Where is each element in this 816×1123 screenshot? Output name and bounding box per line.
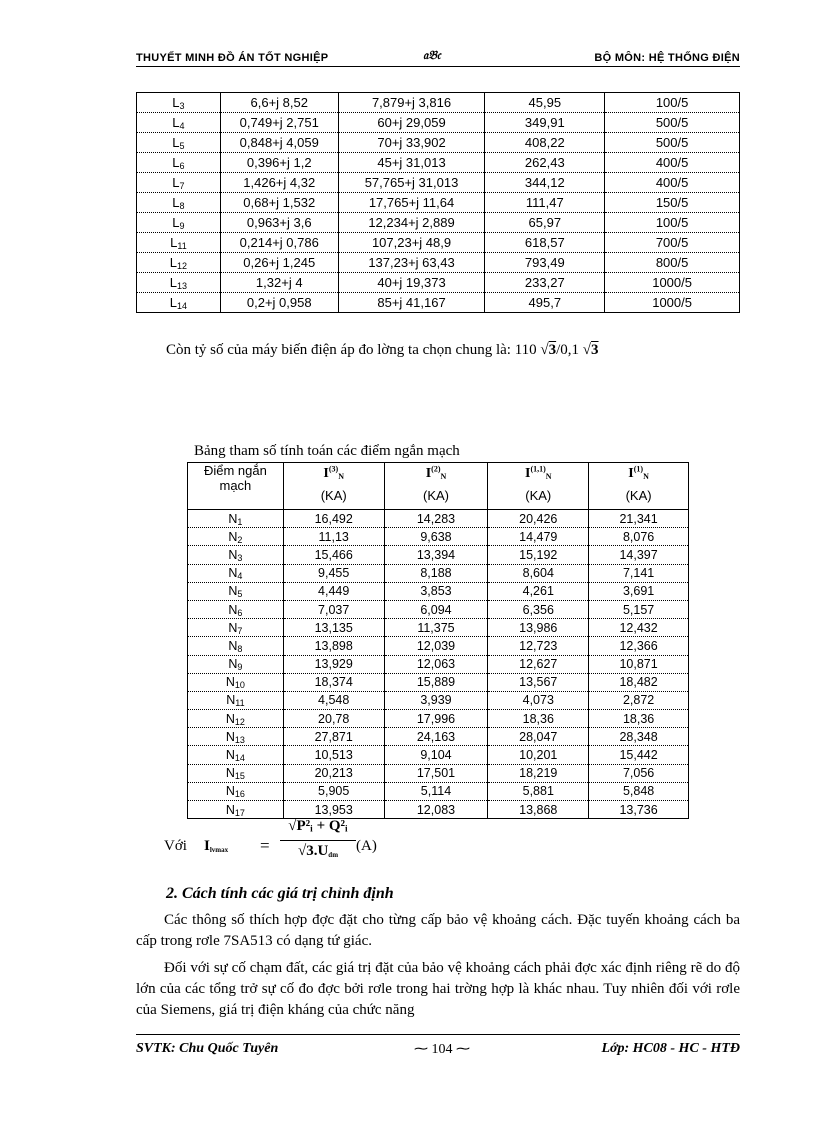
current-value-cell: 3,853 xyxy=(384,582,488,600)
current-value-cell: 5,881 xyxy=(488,782,589,800)
line-label xyxy=(137,113,221,133)
table-header-row xyxy=(188,463,689,510)
line-label xyxy=(137,213,221,233)
fault-point-letter: N xyxy=(228,657,238,672)
fault-point-label xyxy=(188,710,284,728)
formula-den-text: √3.U xyxy=(297,843,329,859)
line-z-cell: 0,26+j 1,245 xyxy=(220,253,338,273)
line-ratio-cell: 700/5 xyxy=(605,233,740,253)
line-s-cell: 45+j 31,013 xyxy=(338,153,485,173)
table-row xyxy=(137,253,740,273)
fault-point-label xyxy=(188,582,284,600)
current-sub: N xyxy=(643,472,649,481)
fault-point-letter: N xyxy=(225,711,235,726)
fault-point-label xyxy=(188,637,284,655)
line-label-letter: L xyxy=(172,115,180,130)
current-value-cell: 7,037 xyxy=(283,600,384,618)
line-ratio-cell: 500/5 xyxy=(605,133,740,153)
fault-point-label xyxy=(188,782,284,800)
fault-point-label xyxy=(188,510,284,528)
line-ratio-cell: 1000/5 xyxy=(605,293,740,313)
fault-point-sub: 1 xyxy=(237,516,243,527)
fault-point-label xyxy=(188,600,284,618)
current-value-cell: 8,076 xyxy=(589,528,689,546)
vt-ratio-prefix: Còn tỷ số của máy biến điện áp đo lờng ta chọn chung là: 110 xyxy=(166,342,537,358)
table-row xyxy=(137,93,740,113)
current-value-cell: 5,905 xyxy=(283,782,384,800)
current-value-cell: 6,356 xyxy=(488,600,589,618)
paragraph xyxy=(136,958,740,1021)
line-label-letter: L xyxy=(172,195,180,210)
current-value-cell: 12,432 xyxy=(589,619,689,637)
current-value-cell: 8,188 xyxy=(384,564,488,582)
current-value-cell: 13,898 xyxy=(283,637,384,655)
current-value-cell: 7,056 xyxy=(589,764,689,782)
page-number: ⁓ 104 ⁓ xyxy=(414,1042,470,1057)
current-value-cell: 13,135 xyxy=(283,619,384,637)
line-label xyxy=(137,93,221,113)
fault-point-letter: N xyxy=(225,784,235,799)
line-i-cell: 618,57 xyxy=(485,233,605,253)
current-value-cell: 15,192 xyxy=(488,546,589,564)
formula-unit: (A) xyxy=(356,838,377,854)
current-value-cell: 17,996 xyxy=(384,710,488,728)
current-value-cell: 18,374 xyxy=(283,673,384,691)
line-z-cell: 0,749+j 2,751 xyxy=(220,113,338,133)
line-label xyxy=(137,193,221,213)
current-value-cell: 12,627 xyxy=(488,655,589,673)
current-value-cell: 4,073 xyxy=(488,691,589,709)
vt-ratio-mid: /0,1 xyxy=(556,342,580,358)
current-value-cell: 9,638 xyxy=(384,528,488,546)
fault-point-letter: N xyxy=(228,566,238,581)
line-label-letter: L xyxy=(172,215,180,230)
current-letter: I xyxy=(425,466,432,481)
line-label xyxy=(137,133,221,153)
line-label xyxy=(137,273,221,293)
current-value-cell: 18,219 xyxy=(488,764,589,782)
line-label-sub: 11 xyxy=(177,241,187,251)
current-value-cell: 12,366 xyxy=(589,637,689,655)
current-value-cell: 15,442 xyxy=(589,746,689,764)
table-row xyxy=(188,619,689,637)
fault-point-label xyxy=(188,528,284,546)
fault-point-letter: N xyxy=(228,584,238,599)
fault-point-letter: N xyxy=(225,802,235,817)
current-value-cell: 3,939 xyxy=(384,691,488,709)
current-sub: N xyxy=(545,472,552,481)
header-rule xyxy=(136,66,740,67)
current-value-cell: 20,78 xyxy=(283,710,384,728)
fault-point-letter: N xyxy=(228,638,238,653)
current-value-cell: 28,348 xyxy=(589,728,689,746)
line-z-cell: 0,68+j 1,532 xyxy=(220,193,338,213)
current-value-cell: 13,953 xyxy=(283,801,384,819)
current-sub: N xyxy=(338,472,344,481)
footer-class: Lớp: HC08 - HC - HTĐ xyxy=(601,1041,740,1056)
current-value-cell: 5,848 xyxy=(589,782,689,800)
current-letter: I xyxy=(524,466,531,481)
header-current-col xyxy=(589,463,689,510)
line-s-cell: 107,23+j 48,9 xyxy=(338,233,485,253)
line-parameter-table xyxy=(136,92,740,313)
fault-point-letter: N xyxy=(228,529,238,544)
line-label-sub: 6 xyxy=(179,161,185,171)
current-value-cell: 9,104 xyxy=(384,746,488,764)
fault-point-sub: 13 xyxy=(234,734,245,745)
current-value-cell: 12,723 xyxy=(488,637,589,655)
table-row xyxy=(188,600,689,618)
sqrt-symbol: √3 xyxy=(540,342,557,358)
fault-point-label xyxy=(188,691,284,709)
line-z-cell: 0,2+j 0,958 xyxy=(220,293,338,313)
current-sup: (2) xyxy=(431,464,441,474)
line-s-cell: 40+j 19,373 xyxy=(338,273,485,293)
line-i-cell: 262,43 xyxy=(485,153,605,173)
unit-label: (KA) xyxy=(525,488,552,503)
header-fault-point: Điểm ngắn mạch xyxy=(188,463,284,510)
current-value-cell: 6,094 xyxy=(384,600,488,618)
sqrt-symbol: √3 xyxy=(582,342,599,358)
section-title: 2. Cách tính các giá trị chỉnh định xyxy=(166,885,394,902)
page-footer xyxy=(136,1041,740,1063)
fault-point-sub: 15 xyxy=(234,771,245,782)
current-value-cell: 3,691 xyxy=(589,582,689,600)
fault-point-label xyxy=(188,619,284,637)
current-value-cell: 10,201 xyxy=(488,746,589,764)
formula-numerator: √P²ᵢ + Q²ᵢ xyxy=(288,818,348,834)
fault-point-sub: 8 xyxy=(237,643,243,654)
line-i-cell: 349,91 xyxy=(485,113,605,133)
current-value-cell: 10,513 xyxy=(283,746,384,764)
fault-point-sub: 16 xyxy=(234,789,245,800)
vt-ratio-text xyxy=(166,342,599,359)
current-value-cell: 24,163 xyxy=(384,728,488,746)
short-circuit-table xyxy=(187,462,689,819)
formula-lhs-sub: lvmax xyxy=(209,846,229,854)
line-z-cell: 6,6+j 8,52 xyxy=(220,93,338,113)
fault-point-letter: N xyxy=(225,729,235,744)
line-ratio-cell: 800/5 xyxy=(605,253,740,273)
fault-point-sub: 2 xyxy=(237,534,243,545)
current-value-cell: 10,871 xyxy=(589,655,689,673)
table-row xyxy=(188,728,689,746)
fault-point-letter: N xyxy=(228,602,238,617)
fault-point-sub: 4 xyxy=(237,571,243,582)
current-formula xyxy=(164,818,424,870)
current-value-cell: 18,482 xyxy=(589,673,689,691)
table-row xyxy=(188,782,689,800)
table-row xyxy=(137,213,740,233)
line-label xyxy=(137,293,221,313)
table-row xyxy=(137,153,740,173)
current-symbol xyxy=(589,466,688,482)
current-value-cell: 4,548 xyxy=(283,691,384,709)
table-row xyxy=(188,746,689,764)
paragraph-text-1: Các thông số thích hợp đợc đặt cho từng cấp bảo vệ khoảng cách. Đặc tuyến khoảng cách ba cấp trong rơle 7SA513 có dạng tứ giác. xyxy=(136,912,740,949)
fault-point-sub: 9 xyxy=(237,662,243,673)
line-s-cell: 137,23+j 63,43 xyxy=(338,253,485,273)
current-value-cell: 13,868 xyxy=(488,801,589,819)
current-value-cell: 13,736 xyxy=(589,801,689,819)
fault-point-sub: 11 xyxy=(235,698,245,709)
line-label-sub: 7 xyxy=(179,181,185,191)
table-row xyxy=(188,710,689,728)
formula-den-sub: dm xyxy=(328,851,339,859)
fault-point-label xyxy=(188,801,284,819)
fault-point-letter: N xyxy=(228,547,238,562)
line-i-cell: 65,97 xyxy=(485,213,605,233)
formula-lhs xyxy=(204,838,228,855)
current-value-cell: 18,36 xyxy=(488,710,589,728)
table-row xyxy=(188,673,689,691)
current-value-cell: 13,394 xyxy=(384,546,488,564)
current-sup: (3) xyxy=(328,464,339,474)
line-i-cell: 45,95 xyxy=(485,93,605,113)
fault-point-label xyxy=(188,546,284,564)
line-z-cell: 1,32+j 4 xyxy=(220,273,338,293)
current-symbol xyxy=(488,466,588,482)
header-right: BỘ MÔN: HỆ THỐNG ĐIỆN xyxy=(594,52,740,64)
fault-point-label xyxy=(188,564,284,582)
table-row xyxy=(188,691,689,709)
fault-point-sub: 7 xyxy=(237,625,243,636)
sqrt-arg-2: 3 xyxy=(591,342,599,358)
current-value-cell: 21,341 xyxy=(589,510,689,528)
table-row xyxy=(188,801,689,819)
footer-rule xyxy=(136,1034,740,1035)
table-row xyxy=(188,655,689,673)
table-row xyxy=(137,293,740,313)
line-i-cell: 408,22 xyxy=(485,133,605,153)
line-s-cell: 12,234+j 2,889 xyxy=(338,213,485,233)
line-label-sub: 12 xyxy=(177,261,188,271)
fault-point-label xyxy=(188,764,284,782)
line-s-cell: 70+j 33,902 xyxy=(338,133,485,153)
line-z-cell: 0,214+j 0,786 xyxy=(220,233,338,253)
formula-denominator xyxy=(278,843,358,860)
line-label-letter: L xyxy=(172,135,180,150)
line-ratio-cell: 150/5 xyxy=(605,193,740,213)
line-ratio-cell: 500/5 xyxy=(605,113,740,133)
line-label-sub: 8 xyxy=(179,201,185,211)
current-value-cell: 16,492 xyxy=(283,510,384,528)
current-value-cell: 13,986 xyxy=(488,619,589,637)
line-s-cell: 85+j 41,167 xyxy=(338,293,485,313)
current-value-cell: 4,449 xyxy=(283,582,384,600)
line-i-cell: 111,47 xyxy=(485,193,605,213)
table-row xyxy=(188,582,689,600)
fault-point-letter: N xyxy=(225,766,235,781)
current-value-cell: 11,375 xyxy=(384,619,488,637)
fault-point-sub: 10 xyxy=(234,680,245,691)
line-z-cell: 1,426+j 4,32 xyxy=(220,173,338,193)
current-symbol xyxy=(284,466,384,482)
line-label-letter: L xyxy=(172,155,180,170)
line-ratio-cell: 100/5 xyxy=(605,213,740,233)
current-value-cell: 13,567 xyxy=(488,673,589,691)
fault-point-label xyxy=(188,655,284,673)
line-label-sub: 4 xyxy=(179,121,185,131)
current-value-cell: 27,871 xyxy=(283,728,384,746)
header-left: THUYẾT MINH ĐỒ ÁN TỐT NGHIỆP xyxy=(136,52,329,64)
line-i-cell: 793,49 xyxy=(485,253,605,273)
fault-point-label xyxy=(188,728,284,746)
fault-point-sub: 6 xyxy=(237,607,243,618)
line-label-sub: 5 xyxy=(179,141,185,151)
table-row xyxy=(188,546,689,564)
fault-point-letter: N xyxy=(225,675,235,690)
current-value-cell: 15,889 xyxy=(384,673,488,691)
line-ratio-cell: 400/5 xyxy=(605,153,740,173)
paragraph xyxy=(136,910,740,952)
line-label-letter: L xyxy=(169,295,178,310)
footer-author: SVTK: Chu Quốc Tuyên xyxy=(136,1041,279,1056)
paragraph-text-2: Đối với sự cố chạm đất, các giá trị đặt của bảo vệ khoảng cách phải đợc xác định riêng rẽ do độ lớn của các tổng trở sự cố đo đợc bởi rơle trong hai trờng hợp là khác nhau. Tuy nhiên đối với rơle của Siemens, giá trị điện kháng của chức năng xyxy=(136,960,740,1018)
current-value-cell: 14,397 xyxy=(589,546,689,564)
line-i-cell: 344,12 xyxy=(485,173,605,193)
current-sup: (1,1) xyxy=(530,464,546,474)
current-sub: N xyxy=(440,472,447,481)
line-label-sub: 14 xyxy=(177,301,188,311)
current-value-cell: 14,283 xyxy=(384,510,488,528)
line-label xyxy=(137,233,221,253)
table-row xyxy=(137,193,740,213)
current-value-cell: 8,604 xyxy=(488,564,589,582)
current-value-cell: 20,426 xyxy=(488,510,589,528)
header-current-col xyxy=(488,463,589,510)
line-label-letter: L xyxy=(172,95,180,110)
current-value-cell: 5,157 xyxy=(589,600,689,618)
current-value-cell: 18,36 xyxy=(589,710,689,728)
fault-point-sub: 5 xyxy=(237,589,243,600)
line-ratio-cell: 400/5 xyxy=(605,173,740,193)
line-ratio-cell: 1000/5 xyxy=(605,273,740,293)
line-label xyxy=(137,153,221,173)
table-row xyxy=(137,273,740,293)
current-letter: I xyxy=(628,466,634,481)
line-s-cell: 7,879+j 3,816 xyxy=(338,93,485,113)
sqrt-arg-1: 3 xyxy=(548,342,557,358)
header-current-col xyxy=(283,463,384,510)
table-row xyxy=(188,637,689,655)
fault-point-letter: N xyxy=(228,511,238,526)
unit-label: (KA) xyxy=(320,488,347,503)
formula-lhs-symbol: I xyxy=(204,838,210,854)
current-sup: (1) xyxy=(633,464,644,474)
table-row xyxy=(188,510,689,528)
fault-point-sub: 17 xyxy=(234,807,245,818)
current-letter: I xyxy=(323,466,329,481)
table-row xyxy=(188,528,689,546)
line-label xyxy=(137,173,221,193)
line-z-cell: 0,396+j 1,2 xyxy=(220,153,338,173)
table-row xyxy=(188,764,689,782)
fault-point-label xyxy=(188,673,284,691)
line-s-cell: 60+j 29,059 xyxy=(338,113,485,133)
current-value-cell: 5,114 xyxy=(384,782,488,800)
current-value-cell: 13,929 xyxy=(283,655,384,673)
line-s-cell: 17,765+j 11,64 xyxy=(338,193,485,213)
current-value-cell: 28,047 xyxy=(488,728,589,746)
current-value-cell: 9,455 xyxy=(283,564,384,582)
table-row xyxy=(137,113,740,133)
current-value-cell: 17,501 xyxy=(384,764,488,782)
table-row xyxy=(137,173,740,193)
table-row xyxy=(137,233,740,253)
page-number-value: 104 xyxy=(431,1042,453,1057)
unit-label: (KA) xyxy=(422,488,449,503)
formula-intro: Với xyxy=(164,838,187,854)
current-value-cell: 2,872 xyxy=(589,691,689,709)
line-i-cell: 495,7 xyxy=(485,293,605,313)
fault-point-sub: 12 xyxy=(234,716,245,727)
fault-point-sub: 3 xyxy=(237,552,243,563)
current-value-cell: 11,13 xyxy=(283,528,384,546)
header-current-col xyxy=(384,463,488,510)
line-ratio-cell: 100/5 xyxy=(605,93,740,113)
current-value-cell: 12,039 xyxy=(384,637,488,655)
line-z-cell: 0,963+j 3,6 xyxy=(220,213,338,233)
current-value-cell: 15,466 xyxy=(283,546,384,564)
fault-point-letter: N xyxy=(225,748,235,763)
line-label-letter: L xyxy=(170,235,178,250)
formula-equals: = xyxy=(260,836,270,855)
line-label-letter: L xyxy=(172,175,180,190)
line-i-cell: 233,27 xyxy=(485,273,605,293)
current-value-cell: 12,063 xyxy=(384,655,488,673)
fault-point-letter: N xyxy=(228,620,238,635)
line-z-cell: 0,848+j 4,059 xyxy=(220,133,338,153)
line-label-letter: L xyxy=(169,255,178,270)
fault-point-label xyxy=(188,746,284,764)
line-label-sub: 9 xyxy=(179,221,185,231)
current-value-cell: 4,261 xyxy=(488,582,589,600)
line-label xyxy=(137,253,221,273)
line-label-sub: 3 xyxy=(179,101,185,111)
current-value-cell: 20,213 xyxy=(283,764,384,782)
current-value-cell: 12,083 xyxy=(384,801,488,819)
current-value-cell: 14,479 xyxy=(488,528,589,546)
table-row xyxy=(137,133,740,153)
current-symbol xyxy=(385,466,488,482)
fault-point-letter: N xyxy=(226,693,236,708)
fraction-bar xyxy=(280,840,356,841)
line-s-cell: 57,765+j 31,013 xyxy=(338,173,485,193)
current-value-cell: 7,141 xyxy=(589,564,689,582)
short-circuit-caption: Bảng tham số tính toán các điểm ngắn mạch xyxy=(194,443,460,459)
unit-label: (KA) xyxy=(625,488,652,503)
fault-point-sub: 14 xyxy=(234,753,245,764)
line-label-letter: L xyxy=(169,275,178,290)
header-ornament: 𝔞𝔅𝔠 xyxy=(423,48,441,62)
line-label-sub: 13 xyxy=(177,281,188,291)
table-row xyxy=(188,564,689,582)
